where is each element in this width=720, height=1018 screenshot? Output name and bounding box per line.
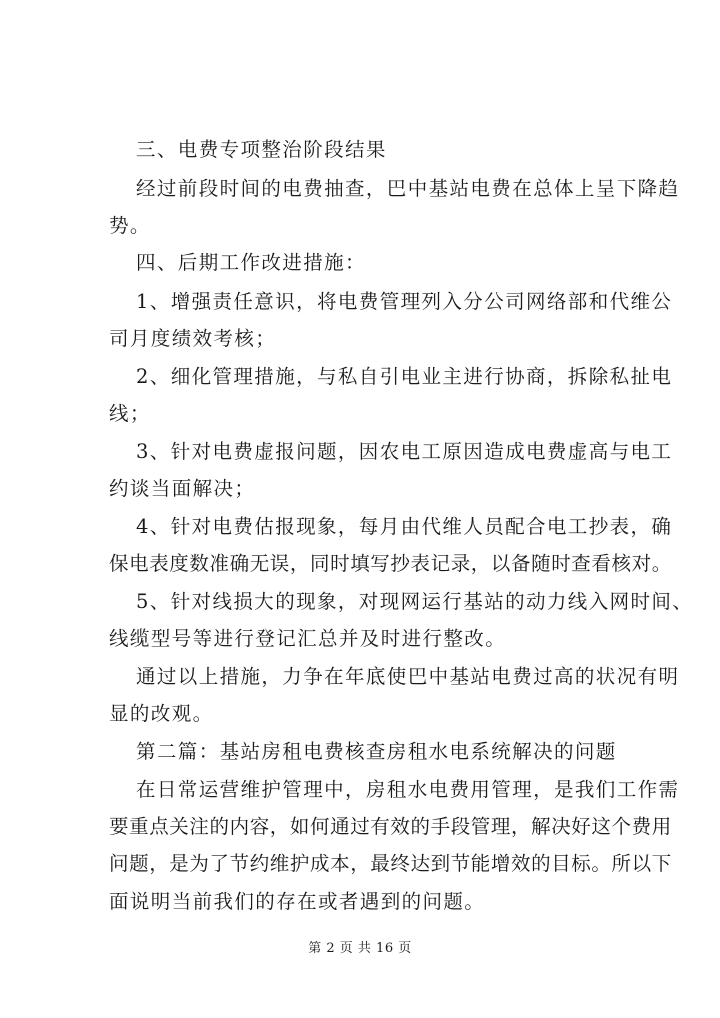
list-item-4-cont: 保电表度数准确无误，同时填写抄表记录，以备随时查看核对。 xyxy=(109,552,672,575)
list-item-3-cont: 约谈当面解决； xyxy=(109,477,256,500)
list-item-5-cont: 线缆型号等进行登记汇总并及时进行整改。 xyxy=(109,627,507,650)
paragraph-line: 经过前段时间的电费抽查，巴中基站电费在总体上呈下降趋 xyxy=(136,177,680,200)
paragraph-line: 在日常运营维护管理中，房租水电费用管理，是我们工作需 xyxy=(136,778,680,801)
list-item-3: 3、针对电费虚报问题，因农电工原因造成电费虚高与电工 xyxy=(136,440,673,463)
paragraph-line: 问题，是为了节约维护成本，最终达到节能增效的目标。所以下 xyxy=(109,852,672,875)
list-item-5: 5、针对线损大的现象，对现网运行基站的动力线入网时间、 xyxy=(136,590,694,613)
list-item-2: 2、细化管理措施，与私自引电业主进行协商，拆除私扯电 xyxy=(136,365,673,388)
paragraph-line: 要重点关注的内容，如何通过有效的手段管理，解决好这个费用 xyxy=(109,815,672,838)
paragraph-line: 势。 xyxy=(109,214,151,237)
paragraph-line: 显的改观。 xyxy=(109,702,214,725)
page-number-footer: 第 2 页 共 16 页 xyxy=(308,941,412,956)
list-item-2-cont: 线； xyxy=(109,402,151,425)
part-two-heading: 第二篇：基站房租电费核查房租水电系统解决的问题 xyxy=(136,740,617,763)
section-heading-four: 四、后期工作改进措施： xyxy=(136,251,366,274)
list-item-4: 4、针对电费估报现象，每月由代维人员配合电工抄表，确 xyxy=(136,515,673,538)
list-item-1: 1、增强责任意识，将电费管理列入分公司网络部和代维公 xyxy=(136,290,673,313)
list-item-1-cont: 司月度绩效考核； xyxy=(109,327,277,350)
section-heading-three: 三、电费专项整治阶段结果 xyxy=(136,138,387,161)
paragraph-line: 通过以上措施，力争在年底使巴中基站电费过高的状况有明 xyxy=(136,665,680,688)
paragraph-line: 面说明当前我们的存在或者遇到的问题。 xyxy=(109,890,486,913)
